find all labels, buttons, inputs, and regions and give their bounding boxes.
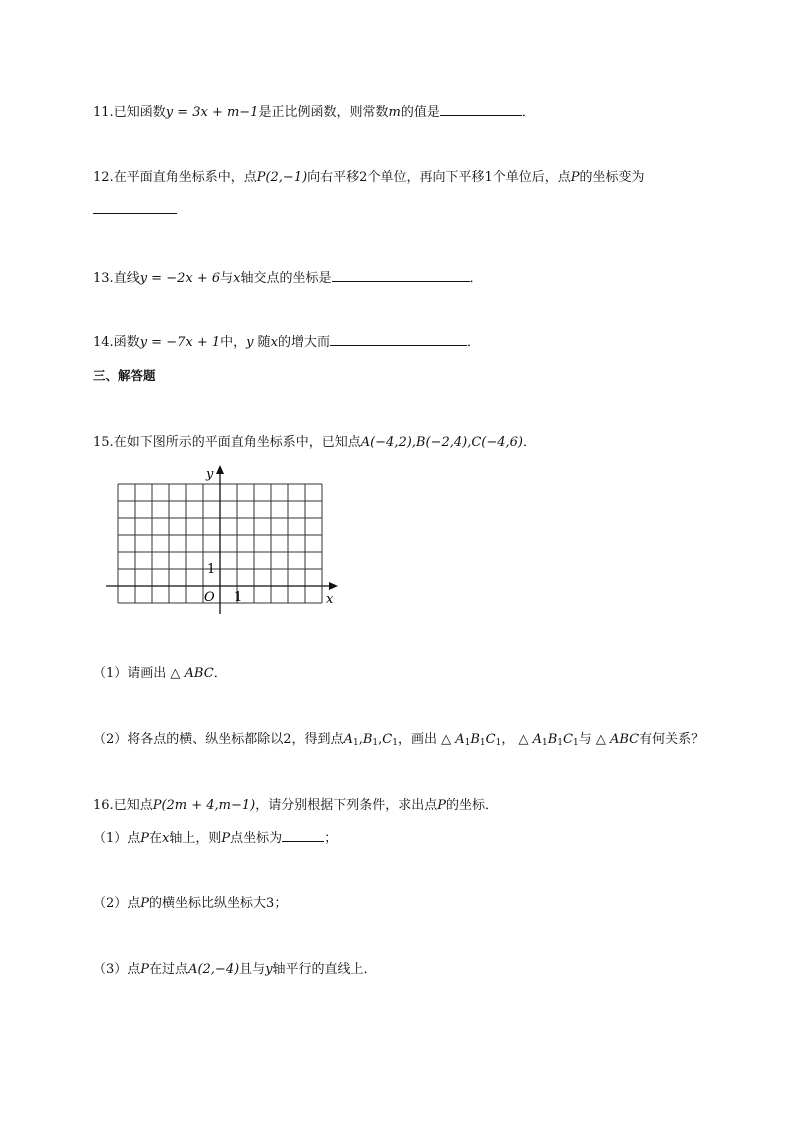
question-text: ，请分别根据下列条件，求出点 <box>255 798 438 813</box>
question-text: 的横坐标比纵坐标大3； <box>149 896 288 911</box>
question-text: 已知点 <box>113 798 153 813</box>
punctuation: ； <box>324 831 338 846</box>
question-number: 12. <box>93 170 114 185</box>
point-c: C <box>382 732 393 747</box>
subscript: 1 <box>464 738 471 748</box>
subscript: 1 <box>495 738 502 748</box>
question-14 <box>93 333 480 352</box>
question-16-part-1 <box>93 829 337 848</box>
question-text: 将各点的横、纵坐标都除以2，得到点 <box>127 732 344 747</box>
answer-blank[interactable] <box>282 829 324 842</box>
answer-blank[interactable] <box>332 269 470 282</box>
question-text: 是正比例函数，则常数 <box>258 105 389 120</box>
question-text: 向右平移2个单位，再向下平移1个单位后，点 <box>307 170 571 185</box>
equation: y = −2x + 6 <box>139 271 221 286</box>
triangle-name: ABC <box>184 666 214 681</box>
x-axis-label: x <box>326 592 334 607</box>
punctuation: ． <box>521 105 535 120</box>
variable: P <box>437 798 447 813</box>
question-text: 与 <box>220 271 234 286</box>
answer-blank[interactable] <box>330 333 467 346</box>
question-text: 轴平行的直线上． <box>272 962 377 977</box>
punctuation: ． <box>467 335 481 350</box>
triangle-name: ABC <box>609 732 640 747</box>
part-label: （2） <box>93 732 128 747</box>
question-text: 中， <box>220 335 247 350</box>
variable: m <box>388 105 401 120</box>
punctuation: ． <box>469 271 483 286</box>
question-text: 轴上，则 <box>169 831 222 846</box>
equation: y = 3x + m−1 <box>165 105 259 120</box>
question-15-part-1 <box>93 665 227 683</box>
subscript: 1 <box>352 738 359 748</box>
question-text: 的坐标变为 <box>579 170 645 185</box>
question-text: 在 <box>149 831 163 846</box>
question-text: 点 <box>127 962 141 977</box>
question-text: 随 <box>253 335 271 350</box>
question-text: 与 △ <box>578 732 610 747</box>
punctuation: ． <box>213 666 227 681</box>
punctuation: ． <box>523 435 537 450</box>
variable: P <box>140 896 150 911</box>
variable: P <box>570 170 580 185</box>
y-tick-label: 1 <box>207 562 216 577</box>
answer-blank[interactable] <box>93 201 177 214</box>
point-b: B <box>470 732 480 747</box>
question-12 <box>93 169 644 187</box>
points: A(−4,2),B(−2,4),C(−4,6) <box>360 435 523 450</box>
question-text: 点 <box>127 896 141 911</box>
point-c: C <box>485 732 496 747</box>
question-text: 轴交点的坐标是 <box>240 271 332 286</box>
subscript: 1 <box>572 738 579 748</box>
part-label: （3） <box>93 962 128 977</box>
variable: x <box>162 831 170 846</box>
point: P(2m + 4,m−1) <box>152 798 256 813</box>
question-15 <box>93 434 536 452</box>
question-text: 的增大而 <box>278 335 331 350</box>
point: A(2,−4) <box>188 962 240 977</box>
origin-label: O <box>204 590 215 605</box>
coordinate-grid <box>104 462 344 614</box>
x-axis-arrow-icon <box>329 582 338 590</box>
subscript: 1 <box>557 738 564 748</box>
question-text: 函数 <box>113 335 140 350</box>
question-text: 且与 <box>239 962 266 977</box>
subscript: 1 <box>392 738 398 748</box>
y-axis-arrow-icon <box>216 465 224 474</box>
question-number: 11. <box>93 105 114 120</box>
variable: x <box>270 335 278 350</box>
point-b: B <box>362 732 373 747</box>
question-number: 14. <box>93 335 114 350</box>
y-axis-label: y <box>206 467 214 482</box>
point-a: A <box>455 732 465 747</box>
question-text: 请画出 △ <box>127 666 185 681</box>
question-text: 点 <box>127 831 141 846</box>
question-text: 的值是 <box>400 105 440 120</box>
answer-blank[interactable] <box>440 103 522 116</box>
section-title: 三、解答题 <box>93 368 156 383</box>
point: P(2,−1) <box>256 170 308 185</box>
question-16-part-3 <box>93 961 377 979</box>
part-label: （1） <box>93 831 128 846</box>
subscript: 1 <box>541 738 548 748</box>
question-text: 的坐标． <box>446 798 499 813</box>
variable: P <box>140 962 150 977</box>
question-13 <box>93 269 483 288</box>
part-label: （2） <box>93 896 128 911</box>
point-a: A <box>532 732 542 747</box>
question-number: 15. <box>93 435 114 450</box>
question-12-answer <box>93 201 177 220</box>
point-c: C <box>563 732 573 747</box>
question-text: 在如下图所示的平面直角坐标系中，已知点 <box>113 435 361 450</box>
question-15-part-2: （2）将各点的横、纵坐标都除以2，得到点$A_1,B_1,C_1$，画出 △ $A_1B_1C_1$， △ $A_1B_1C_1$与 △ ABC有何关系？ <box>93 732 705 748</box>
question-text: 直线 <box>113 271 140 286</box>
variable: P <box>221 831 231 846</box>
question-text: ，画出 △ <box>397 732 456 747</box>
question-text: 在平面直角坐标系中，点 <box>113 170 257 185</box>
question-11 <box>93 103 535 122</box>
subscript: 1 <box>372 738 379 748</box>
point-b: B <box>547 732 558 747</box>
question-number: 16. <box>93 798 114 813</box>
variable: y <box>265 962 273 977</box>
variable: y <box>246 335 254 350</box>
part-label: （1） <box>93 666 128 681</box>
point-a: A <box>343 732 353 747</box>
question-text: 已知函数 <box>113 105 166 120</box>
question-text: 有何关系？ <box>639 732 705 747</box>
question-text: 在过点 <box>149 962 189 977</box>
variable: P <box>140 831 150 846</box>
question-text: 点坐标为 <box>230 831 283 846</box>
question-text: ， △ <box>501 732 533 747</box>
variable: x <box>233 271 241 286</box>
question-number: 13. <box>93 271 114 286</box>
subscript: 1 <box>479 738 486 748</box>
x-tick-label: 1 <box>234 590 243 605</box>
question-16-part-2 <box>93 895 287 913</box>
equation: y = −7x + 1 <box>139 335 221 350</box>
question-16 <box>93 797 498 815</box>
